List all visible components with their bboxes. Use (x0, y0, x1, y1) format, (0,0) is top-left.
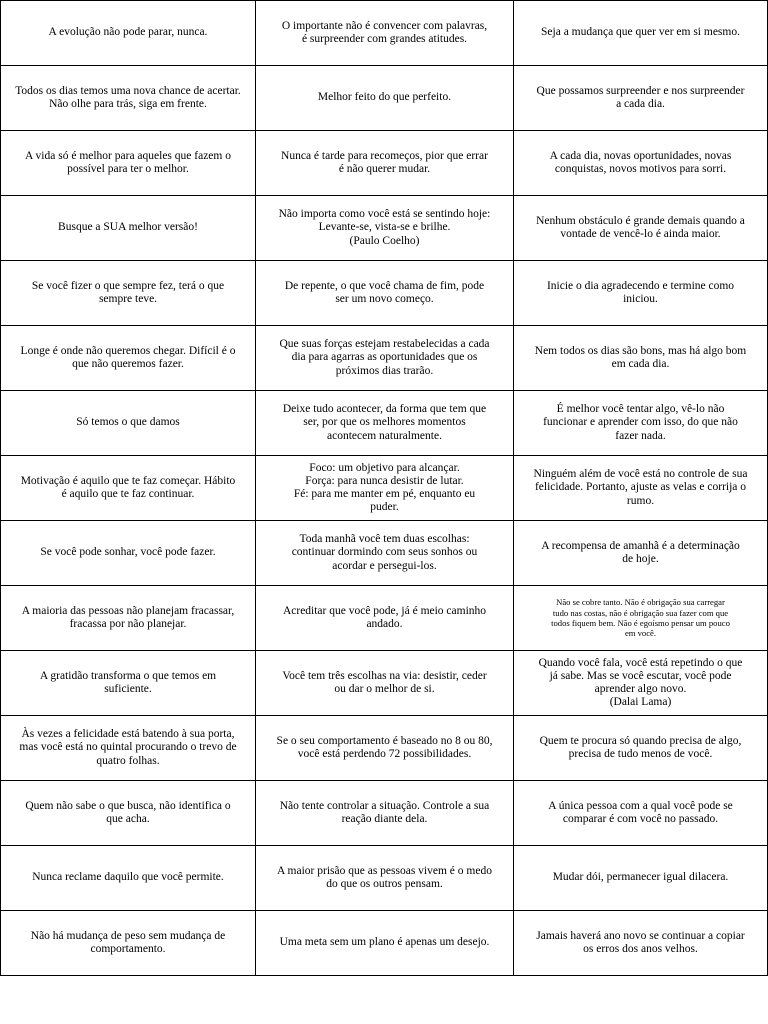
quote-cell: A gratidão transforma o que temos em suficiente. (1, 651, 256, 716)
quote-cell: Se você pode sonhar, você pode fazer. (1, 521, 256, 586)
quote-cell: Motivação é aquilo que te faz começar. Hábito é aquilo que te faz continuar. (1, 456, 256, 521)
table-row (1, 456, 768, 521)
quote-cell: Não importa como você está se sentindo hoje: Levante-se, vista-se e brilhe. (Paulo Coelho) (256, 196, 514, 261)
quote-cell: A única pessoa com a qual você pode se comparar é com você no passado. (514, 781, 768, 846)
table-row (1, 196, 768, 261)
quote-cell: É melhor você tentar algo, vê-lo não funcionar e aprender com isso, do que não fazer nada. (514, 391, 768, 456)
quote-cell: A recompensa de amanhã é a determinação de hoje. (514, 521, 768, 586)
quote-cell: Se o seu comportamento é baseado no 8 ou 80, você está perdendo 72 possibilidades. (256, 716, 514, 781)
quote-cell: Quem não sabe o que busca, não identifica o que acha. (1, 781, 256, 846)
table-row (1, 261, 768, 326)
quote-cell: De repente, o que você chama de fim, pode ser um novo começo. (256, 261, 514, 326)
table-row (1, 66, 768, 131)
quote-cell: Não há mudança de peso sem mudança de comportamento. (1, 911, 256, 976)
quote-cell: Se você fizer o que sempre fez, terá o que sempre teve. (1, 261, 256, 326)
quote-cell: Mudar dói, permanecer igual dilacera. (514, 846, 768, 911)
quote-cell: Seja a mudança que quer ver em si mesmo. (514, 1, 768, 66)
quote-cell: Jamais haverá ano novo se continuar a copiar os erros dos anos velhos. (514, 911, 768, 976)
quote-cell: Só temos o que damos (1, 391, 256, 456)
table-row (1, 391, 768, 456)
table-row (1, 586, 768, 651)
table-row (1, 781, 768, 846)
table-row (1, 131, 768, 196)
quote-cell: Que suas forças estejam restabelecidas a cada dia para agarras as oportunidades que os próximos dias trarão. (256, 326, 514, 391)
quote-cell: Melhor feito do que perfeito. (256, 66, 514, 131)
quote-cell: Você tem três escolhas na via: desistir, ceder ou dar o melhor de si. (256, 651, 514, 716)
quote-cell: Quem te procura só quando precisa de algo, precisa de tudo menos de você. (514, 716, 768, 781)
quote-cell: Nem todos os dias são bons, mas há algo bom em cada dia. (514, 326, 768, 391)
quote-cell: Não se cobre tanto. Não é obrigação sua carregar tudo nas costas, não é obrigação sua fazer com que todos fiquem bem. Não é egoísmo pensar um pouco em você. (514, 586, 768, 651)
quote-cell: Inicie o dia agradecendo e termine como iniciou. (514, 261, 768, 326)
quote-cell: Toda manhã você tem duas escolhas: continuar dormindo com seus sonhos ou acordar e persegui-los. (256, 521, 514, 586)
quote-cell: Foco: um objetivo para alcançar. Força: para nunca desistir de lutar. Fé: para me manter em pé, enquanto eu puder. (256, 456, 514, 521)
quote-cell: A vida só é melhor para aqueles que fazem o possível para ter o melhor. (1, 131, 256, 196)
table-row (1, 326, 768, 391)
table-row (1, 651, 768, 716)
quote-cell: Ninguém além de você está no controle de sua felicidade. Portanto, ajuste as velas e corrija o rumo. (514, 456, 768, 521)
quote-cell: Nunca reclame daquilo que você permite. (1, 846, 256, 911)
quote-cell: O importante não é convencer com palavras, é surpreender com grandes atitudes. (256, 1, 514, 66)
quote-cell: Às vezes a felicidade está batendo à sua porta, mas você está no quintal procurando o trevo de quatro folhas. (1, 716, 256, 781)
quote-cell: Todos os dias temos uma nova chance de acertar. Não olhe para trás, siga em frente. (1, 66, 256, 131)
table-row (1, 911, 768, 976)
table-row (1, 521, 768, 586)
quote-cell: Quando você fala, você está repetindo o que já sabe. Mas se você escutar, você pode aprender algo novo. (Dalai Lama) (514, 651, 768, 716)
quote-cell: Nunca é tarde para recomeços, pior que errar é não querer mudar. (256, 131, 514, 196)
quote-cell: A cada dia, novas oportunidades, novas conquistas, novos motivos para sorri. (514, 131, 768, 196)
quote-cell: Busque a SUA melhor versão! (1, 196, 256, 261)
quote-cell: Longe é onde não queremos chegar. Difícil é o que não queremos fazer. (1, 326, 256, 391)
table-row (1, 1, 768, 66)
quote-cell: A maioria das pessoas não planejam fracassar, fracassa por não planejar. (1, 586, 256, 651)
quote-cell: Nenhum obstáculo é grande demais quando a vontade de vencê-lo é ainda maior. (514, 196, 768, 261)
quote-cell: A maior prisão que as pessoas vivem é o medo do que os outros pensam. (256, 846, 514, 911)
quote-cell: A evolução não pode parar, nunca. (1, 1, 256, 66)
quote-cell: Uma meta sem um plano é apenas um desejo. (256, 911, 514, 976)
table-row (1, 846, 768, 911)
quote-cell: Não tente controlar a situação. Controle a sua reação diante dela. (256, 781, 514, 846)
quote-cell: Que possamos surpreender e nos surpreender a cada dia. (514, 66, 768, 131)
table-row (1, 716, 768, 781)
quote-cell: Acreditar que você pode, já é meio caminho andado. (256, 586, 514, 651)
quote-cell: Deixe tudo acontecer, da forma que tem que ser, por que os melhores momentos acontecem naturalmente. (256, 391, 514, 456)
